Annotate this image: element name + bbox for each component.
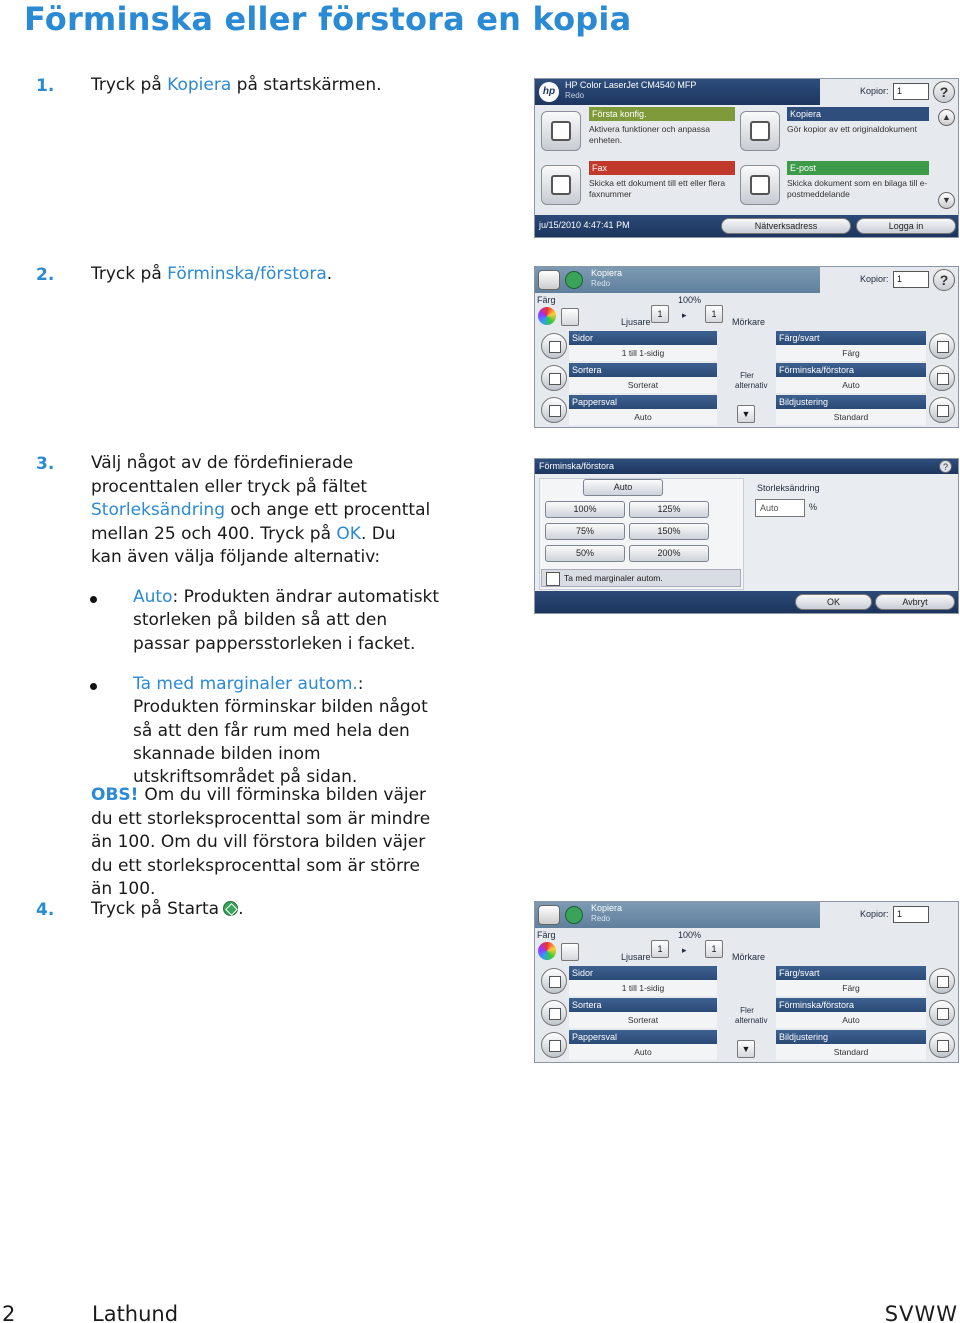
start-icon[interactable] — [565, 271, 583, 289]
color-label: Färg — [537, 295, 556, 305]
step-number: 4. — [36, 900, 55, 920]
pages-icon[interactable] — [541, 968, 567, 994]
image-adjust-value[interactable]: Standard — [776, 409, 926, 425]
size-change-link[interactable]: Storleksändring — [91, 500, 225, 520]
copies-input[interactable]: 1 — [893, 271, 929, 288]
bullet-text: : Produkten förminskar bilden något så att den får rum med hela den skannade bilden inom utskriftsområdet på sidan. — [133, 674, 428, 788]
counter-a[interactable]: 1 — [651, 305, 669, 323]
darker-label: Mörkare — [732, 317, 766, 327]
more-down-icon[interactable]: ▼ — [737, 405, 755, 423]
home-icon[interactable] — [538, 905, 560, 925]
color-wheel-icon[interactable] — [538, 942, 556, 960]
start-button-icon — [223, 901, 238, 916]
copy-status: Redo — [591, 914, 611, 923]
preset-200-button[interactable]: 200% — [629, 545, 709, 562]
image-adjust-icon[interactable] — [929, 397, 955, 423]
copies-input[interactable]: 1 — [893, 906, 929, 923]
step-2-text — [91, 263, 436, 287]
copy-header — [535, 902, 820, 928]
reduce-enlarge-value[interactable]: Auto — [776, 377, 926, 393]
counter-b[interactable]: 1 — [705, 940, 723, 958]
color-bw-header[interactable]: Färg/svart — [776, 331, 926, 345]
color-bw-icon[interactable] — [929, 968, 955, 994]
step-3-text — [91, 452, 431, 570]
scroll-down-icon[interactable]: ▼ — [938, 192, 955, 209]
tile-body: Skicka ett dokument till ett eller flera faxnummer — [589, 178, 726, 199]
image-adjust-header[interactable]: Bildjustering — [776, 1030, 926, 1044]
note-label: OBS! — [91, 785, 139, 805]
network-address-button[interactable]: Nätverksadress — [721, 218, 851, 234]
preset-50-button[interactable]: 50% — [545, 545, 625, 562]
login-button[interactable]: Logga in — [856, 218, 956, 234]
zoom-value: 100% — [678, 930, 702, 940]
home-screen-image — [534, 78, 959, 238]
copy-link[interactable]: Kopiera — [167, 75, 232, 95]
ok-link[interactable]: OK — [336, 523, 361, 544]
copy-screen-image — [534, 266, 959, 428]
darker-label: Mörkare — [732, 952, 766, 962]
fax-icon[interactable] — [541, 165, 581, 205]
tile-body: Aktivera funktioner och anpassa enheten. — [589, 124, 710, 145]
copies-label: Kopior: — [860, 86, 889, 96]
play-icon: ▸ — [682, 310, 687, 320]
preview-icon[interactable] — [561, 943, 579, 961]
note — [91, 784, 436, 902]
paper-select-value[interactable]: Auto — [569, 409, 717, 425]
page-title: Förminska eller förstora en kopia — [24, 0, 632, 38]
preset-125-button[interactable]: 125% — [629, 501, 709, 518]
ok-button[interactable]: OK — [795, 594, 872, 610]
step-text-part: . — [238, 899, 244, 919]
step-text-part: Tryck på — [91, 75, 168, 95]
reduce-enlarge-title: Förminska/förstora — [535, 459, 958, 474]
reduce-enlarge-icon[interactable] — [929, 365, 955, 391]
footer-title: Lathund — [92, 1302, 179, 1323]
color-wheel-icon[interactable] — [538, 307, 556, 325]
bullet-icon — [90, 596, 97, 603]
color-label: Färg — [537, 930, 556, 940]
counter-a[interactable]: 1 — [651, 940, 669, 958]
tile-body: Gör kopior av ett originaldokument — [787, 124, 917, 134]
auto-link[interactable]: Auto — [133, 587, 173, 607]
step-4-text — [91, 898, 436, 922]
copy-title: Kopiera — [591, 903, 623, 913]
step-text-part: på startskärmen. — [231, 75, 382, 95]
copy-screen-image-start — [534, 901, 959, 1063]
counter-b[interactable]: 1 — [705, 305, 723, 323]
reduce-enlarge-header[interactable]: Förminska/förstora — [776, 363, 926, 377]
hp-logo-icon: hp — [539, 82, 559, 102]
help-icon[interactable]: ? — [933, 81, 955, 103]
include-margins-link[interactable]: Ta med marginaler autom. — [133, 674, 358, 694]
copy-status: Redo — [591, 279, 611, 288]
zoom-value: 100% — [678, 295, 702, 305]
collate-value[interactable]: Sorterat — [569, 377, 717, 393]
collate-header[interactable]: Sortera — [569, 998, 717, 1012]
collate-header[interactable]: Sortera — [569, 363, 717, 377]
reduce-footer — [535, 591, 958, 613]
copy-header — [535, 267, 820, 293]
play-icon: ▸ — [682, 945, 687, 955]
lighter-label: Ljusare — [621, 317, 651, 327]
reduce-enlarge-header[interactable]: Förminska/förstora — [776, 998, 926, 1012]
color-bw-icon[interactable] — [929, 333, 955, 359]
copies-label: Kopior: — [860, 909, 889, 919]
step-number: 3. — [36, 454, 55, 474]
copy-title: Kopiera — [591, 268, 623, 278]
copy-icon[interactable] — [740, 111, 780, 151]
tile-body: Skicka dokument som en bilaga till e-postmeddelande — [787, 178, 928, 199]
start-icon[interactable] — [565, 906, 583, 924]
paper-select-header[interactable]: Pappersval — [569, 1030, 717, 1044]
copies-label: Kopior: — [860, 274, 889, 284]
reduce-enlarge-screen-image — [534, 458, 959, 614]
copies-input[interactable]: 1 — [893, 83, 929, 100]
reduce-enlarge-icon[interactable] — [929, 1000, 955, 1026]
paper-select-header[interactable]: Pappersval — [569, 395, 717, 409]
image-adjust-header[interactable]: Bildjustering — [776, 395, 926, 409]
color-bw-header[interactable]: Färg/svart — [776, 966, 926, 980]
pages-header[interactable]: Sidor — [569, 966, 717, 980]
scroll-up-icon[interactable]: ▲ — [938, 109, 955, 126]
image-adjust-value[interactable]: Standard — [776, 1044, 926, 1060]
note-text: Om du vill förminska bilden väjer du ett storleksprocenttal som är mindre än 100. Om du vill förstora bilden väjer du ett storleksprocenttal som är större än 100. — [91, 785, 431, 899]
image-adjust-icon[interactable] — [929, 1032, 955, 1058]
step-text-part: och ange ett procenttal mellan 25 och 400. Tryck på — [91, 500, 431, 544]
pages-value[interactable]: 1 till 1-sidig — [569, 980, 717, 996]
pages-value[interactable]: 1 till 1-sidig — [569, 345, 717, 361]
color-bw-value[interactable]: Färg — [776, 345, 926, 361]
tile-fax-header[interactable]: Fax — [589, 161, 735, 175]
bullet-margins — [133, 673, 443, 789]
lighter-label: Ljusare — [621, 952, 651, 962]
config-icon[interactable] — [541, 111, 581, 151]
step-number: 1. — [36, 76, 55, 96]
step-1-text — [91, 74, 421, 98]
preset-100-button[interactable]: 100% — [545, 501, 625, 518]
device-status: Redo — [565, 91, 585, 100]
reduce-enlarge-value[interactable]: Auto — [776, 1012, 926, 1028]
step-text-part: Tryck på — [91, 264, 168, 284]
color-bw-value[interactable]: Färg — [776, 980, 926, 996]
collate-icon[interactable] — [541, 365, 567, 391]
more-options-label[interactable]: Fler alternativ — [735, 1006, 768, 1025]
size-change-label: Storleksändring — [757, 483, 820, 493]
more-options-label[interactable]: Fler alternativ — [735, 371, 768, 390]
paper-select-icon[interactable] — [541, 1032, 567, 1058]
size-change-input[interactable]: Auto — [755, 499, 805, 517]
home-icon[interactable] — [538, 270, 560, 290]
home-footer — [535, 215, 958, 237]
tile-email-header[interactable]: E-post — [787, 161, 929, 175]
step-text-part: Tryck på Starta — [91, 899, 220, 919]
help-icon[interactable]: ? — [933, 269, 955, 291]
step-text-part: . Du kan även välja följande alternativ: — [91, 523, 396, 567]
email-icon[interactable] — [740, 165, 780, 205]
tile-copy-header[interactable]: Kopiera — [787, 107, 929, 121]
paper-select-value[interactable]: Auto — [569, 1044, 717, 1060]
datetime: ju/15/2010 4:47:41 PM — [539, 220, 630, 230]
paper-select-icon[interactable] — [541, 397, 567, 423]
tile-first-config-header[interactable]: Första konfig. — [589, 107, 735, 121]
auto-button[interactable]: Auto — [583, 479, 663, 496]
bullet-text: : Produkten ändrar automatiskt storleken på bilden så att den passar pappersstorleken i facket. — [133, 587, 440, 654]
device-name: HP Color LaserJet CM4540 MFP — [565, 80, 697, 90]
bullet-auto — [133, 586, 443, 656]
preset-75-button[interactable]: 75% — [545, 523, 625, 540]
step-text-part: Välj något av de fördefinierade procenttalen eller tryck på fältet — [91, 453, 368, 497]
cancel-button[interactable]: Avbryt — [875, 594, 955, 610]
more-down-icon[interactable]: ▼ — [737, 1040, 755, 1058]
step-number: 2. — [36, 265, 55, 285]
footer-code: SVWW — [884, 1302, 958, 1323]
pages-icon[interactable] — [541, 333, 567, 359]
reduce-enlarge-link[interactable]: Förminska/förstora — [167, 264, 327, 284]
home-header — [535, 79, 820, 105]
step-text-part: . — [326, 264, 333, 284]
percent-label: % — [809, 502, 818, 512]
preview-icon[interactable] — [561, 308, 579, 326]
bullet-icon — [90, 683, 97, 690]
pages-header[interactable]: Sidor — [569, 331, 717, 345]
include-margins-checkbox[interactable]: Ta med marginaler autom. — [541, 569, 741, 587]
help-icon[interactable]: ? — [939, 460, 952, 473]
preset-150-button[interactable]: 150% — [629, 523, 709, 540]
collate-icon[interactable] — [541, 1000, 567, 1026]
collate-value[interactable]: Sorterat — [569, 1012, 717, 1028]
page-number: 2 — [2, 1302, 16, 1323]
